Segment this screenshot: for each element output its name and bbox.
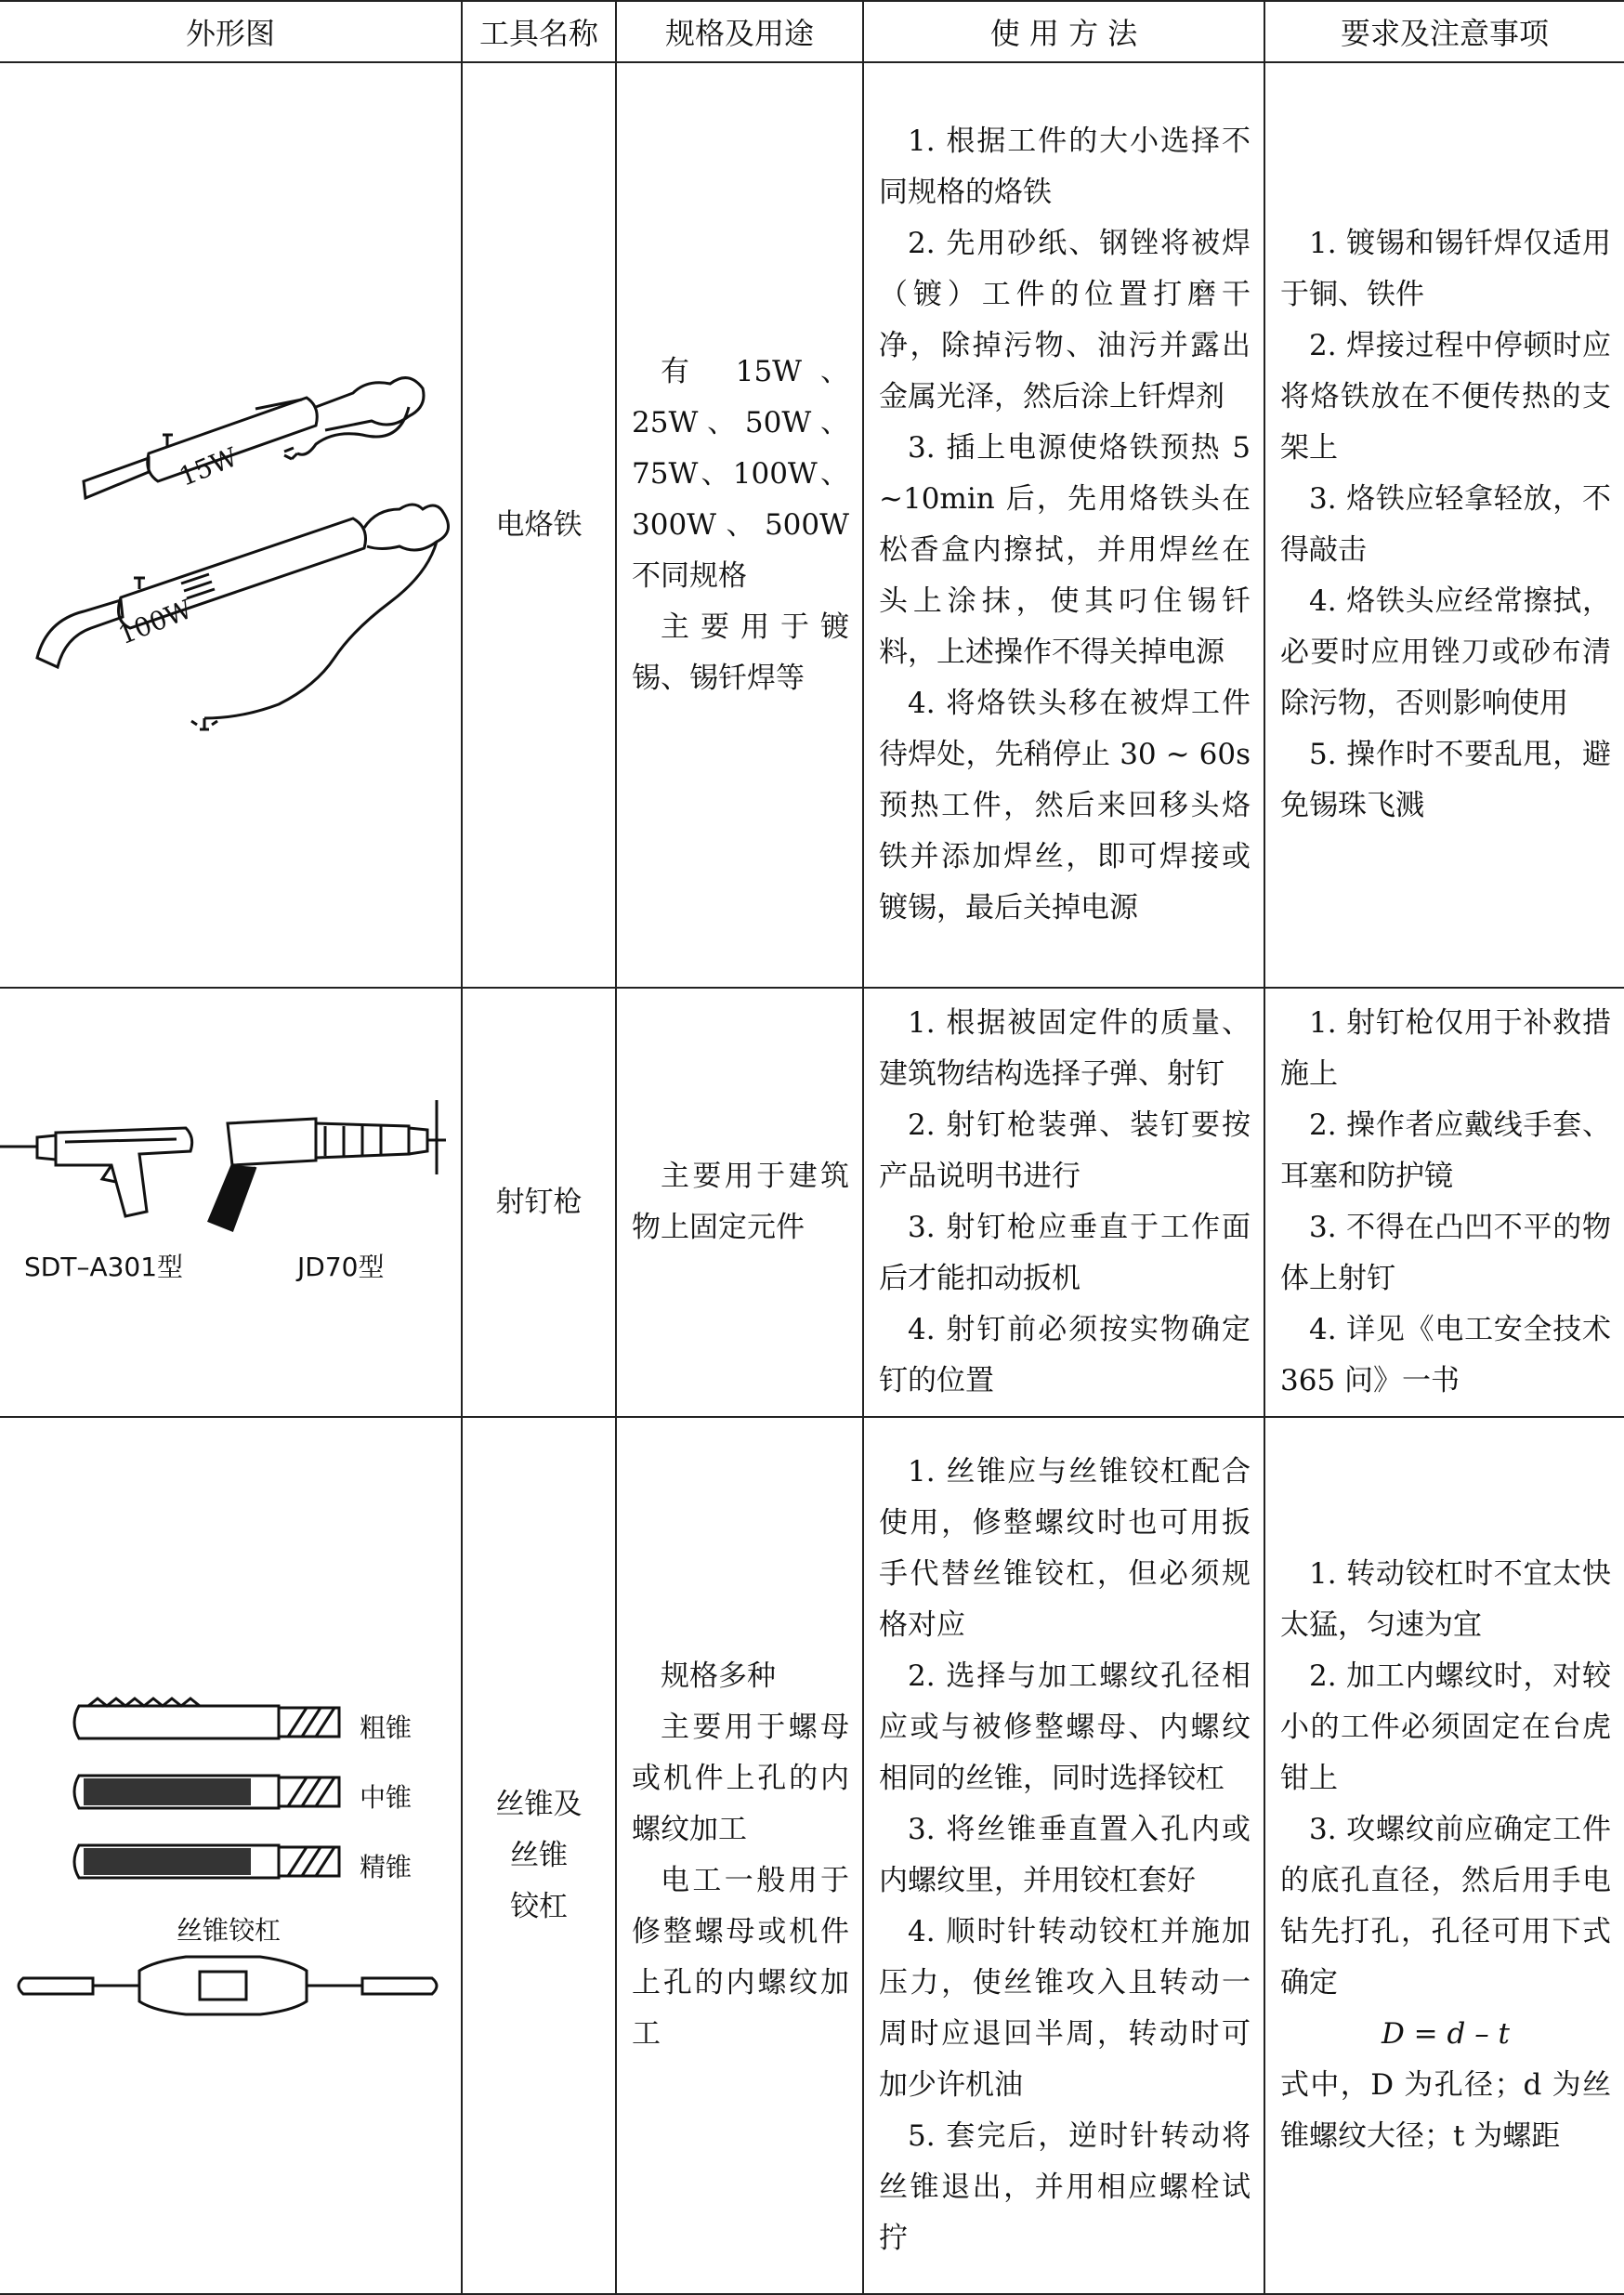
usage-step: 4. 将烙铁头移在被焊工件待焊处，先稍停止 30 ~ 60s 预热工件，然后来回移头烙铁并添加焊丝，即可焊接或镀锡，最后关掉电源 [879, 687, 1251, 925]
table-row [0, 988, 1624, 1417]
header-usage: 使 用 方 法 [863, 1, 1264, 62]
figure-soldering-iron [0, 62, 462, 988]
name-line: 丝锥及 [495, 1787, 583, 1821]
usage-step: 4. 顺时针转动铰杠并施加压力，使丝锥攻入且转动一周时应退回半周，转动时可加少许机油 [879, 1915, 1251, 2102]
note-item: 3. 烙铁应轻拿轻放，不得敲击 [1280, 482, 1611, 567]
header-name: 工具名称 [462, 1, 616, 62]
usage-soldering-iron [863, 62, 1264, 988]
spec-line: 电工一般用于修整螺母或机件上孔的内螺纹加工 [632, 1864, 849, 2051]
usage-nail-gun [863, 988, 1264, 1417]
note-item: 4. 详见《电工安全技术 365 问》一书 [1280, 1313, 1611, 1397]
figure-nail-gun [0, 988, 462, 1417]
spec-line: 主要用于建筑物上固定元件 [632, 1160, 849, 1244]
spec-nail-gun [616, 988, 863, 1417]
usage-step: 4. 射钉前必须按实物确定钉的位置 [879, 1313, 1251, 1397]
note-item: 4. 烙铁头应经常擦拭，必要时应用锉刀或砂布清除污物，否则影响使用 [1280, 584, 1611, 720]
figure-taps [0, 1417, 462, 2294]
usage-step: 2. 选择与加工螺纹孔径相应或与被修整螺母、内螺纹相同的丝锥，同时选择铰杠 [879, 1659, 1251, 1795]
label-fine-tap: 精锥 [360, 1852, 413, 1882]
tool-name-soldering-iron: 电烙铁 [462, 62, 616, 988]
table-row [0, 62, 1624, 988]
usage-step: 1. 根据工件的大小选择不同规格的烙铁 [879, 125, 1251, 209]
usage-step: 2. 先用砂纸、钢锉将被焊（镀）工件的位置打磨干净，除掉污物、油污并露出金属光泽，然后涂上钎焊剂 [879, 227, 1251, 413]
note-item: 2. 操作者应戴线手套、耳塞和防护镜 [1280, 1108, 1611, 1193]
tool-name-taps [462, 1417, 616, 2294]
spec-line: 主要用于螺母或机件上孔的内螺纹加工 [632, 1711, 849, 1846]
label-15w: 15W [175, 441, 242, 492]
spec-taps [616, 1417, 863, 2294]
label-100w: 100W [113, 593, 197, 651]
header-spec: 规格及用途 [616, 1, 863, 62]
note-item: 3. 攻螺纹前应确定工件的底孔直径，然后用手电钻先打孔，孔径可用下式确定 [1280, 1813, 1611, 2000]
usage-taps [863, 1417, 1264, 2294]
label-tap-wrench: 丝锥铰杠 [177, 1915, 282, 1946]
formula: D = d – t [1381, 2017, 1511, 2051]
nail-gun-illustration [0, 989, 462, 1418]
spec-soldering-iron [616, 62, 863, 988]
label-sdt-a301: SDT–A301型 [24, 1252, 184, 1282]
usage-step: 2. 射钉枪装弹、装钉要按产品说明书进行 [879, 1108, 1251, 1193]
usage-step: 3. 插上电源使烙铁预热 5 ~10min 后，先用烙铁头在松香盒内擦拭，并用焊丝在头上涂抹，使其叼住锡钎料，上述操作不得关掉电源 [879, 431, 1251, 669]
notes-soldering-iron [1264, 62, 1624, 988]
note-item: 1. 转动铰杠时不宜太快太猛，匀速为宜 [1280, 1557, 1611, 1642]
note-item: 2. 加工内螺纹时，对较小的工件必须固定在台虎钳上 [1280, 1659, 1611, 1795]
spec-line: 规格多种 [661, 1659, 776, 1693]
notes-nail-gun [1264, 988, 1624, 1417]
usage-step: 1. 丝锥应与丝锥铰杠配合使用，修整螺纹时也可用扳手代替丝锥铰杠，但必须规格对应 [879, 1455, 1251, 1642]
spec-line: 主要用于镀锡、锡钎焊等 [632, 610, 849, 695]
table-row [0, 1417, 1624, 2294]
note-item: 1. 镀锡和锡钎焊仅适用于铜、铁件 [1280, 227, 1611, 311]
note-item: 3. 不得在凸凹不平的物体上射钉 [1280, 1211, 1611, 1295]
usage-step: 3. 将丝锥垂直置入孔内或内螺纹里，并用铰杠套好 [879, 1813, 1251, 1897]
soldering-iron-illustration [0, 63, 462, 989]
notes-taps [1264, 1417, 1624, 2294]
tool-name-nail-gun: 射钉枪 [462, 988, 616, 1417]
usage-step: 5. 套完后，逆时针转动将丝锥退出，并用相应螺栓试拧 [879, 2119, 1251, 2255]
label-rough-tap: 粗锥 [360, 1712, 413, 1743]
name-line: 铰杠 [510, 1889, 568, 1923]
label-middle-tap: 中锥 [360, 1782, 413, 1813]
usage-step: 1. 根据被固定件的质量、建筑物结构选择子弹、射钉 [879, 1006, 1251, 1091]
header-notes: 要求及注意事项 [1264, 1, 1624, 62]
usage-step: 3. 射钉枪应垂直于工作面后才能扣动扳机 [879, 1211, 1251, 1295]
name-line: 丝锥 [510, 1838, 568, 1872]
note-item: 2. 焊接过程中停顿时应将烙铁放在不便传热的支架上 [1280, 329, 1611, 465]
header-row [0, 1, 1624, 62]
label-jd70: JD70型 [297, 1252, 385, 1282]
header-figure: 外形图 [0, 1, 462, 62]
note-item: 5. 操作时不要乱甩，避免锡珠飞溅 [1280, 738, 1611, 822]
note-item: 1. 射钉枪仅用于补救措施上 [1280, 1006, 1611, 1091]
formula-note: 式中，D 为孔径；d 为丝锥螺纹大径；t 为螺距 [1280, 2068, 1611, 2153]
spec-line: 有 15W、25W、50W、75W、100W、300W、500W 不同规格 [632, 354, 849, 593]
